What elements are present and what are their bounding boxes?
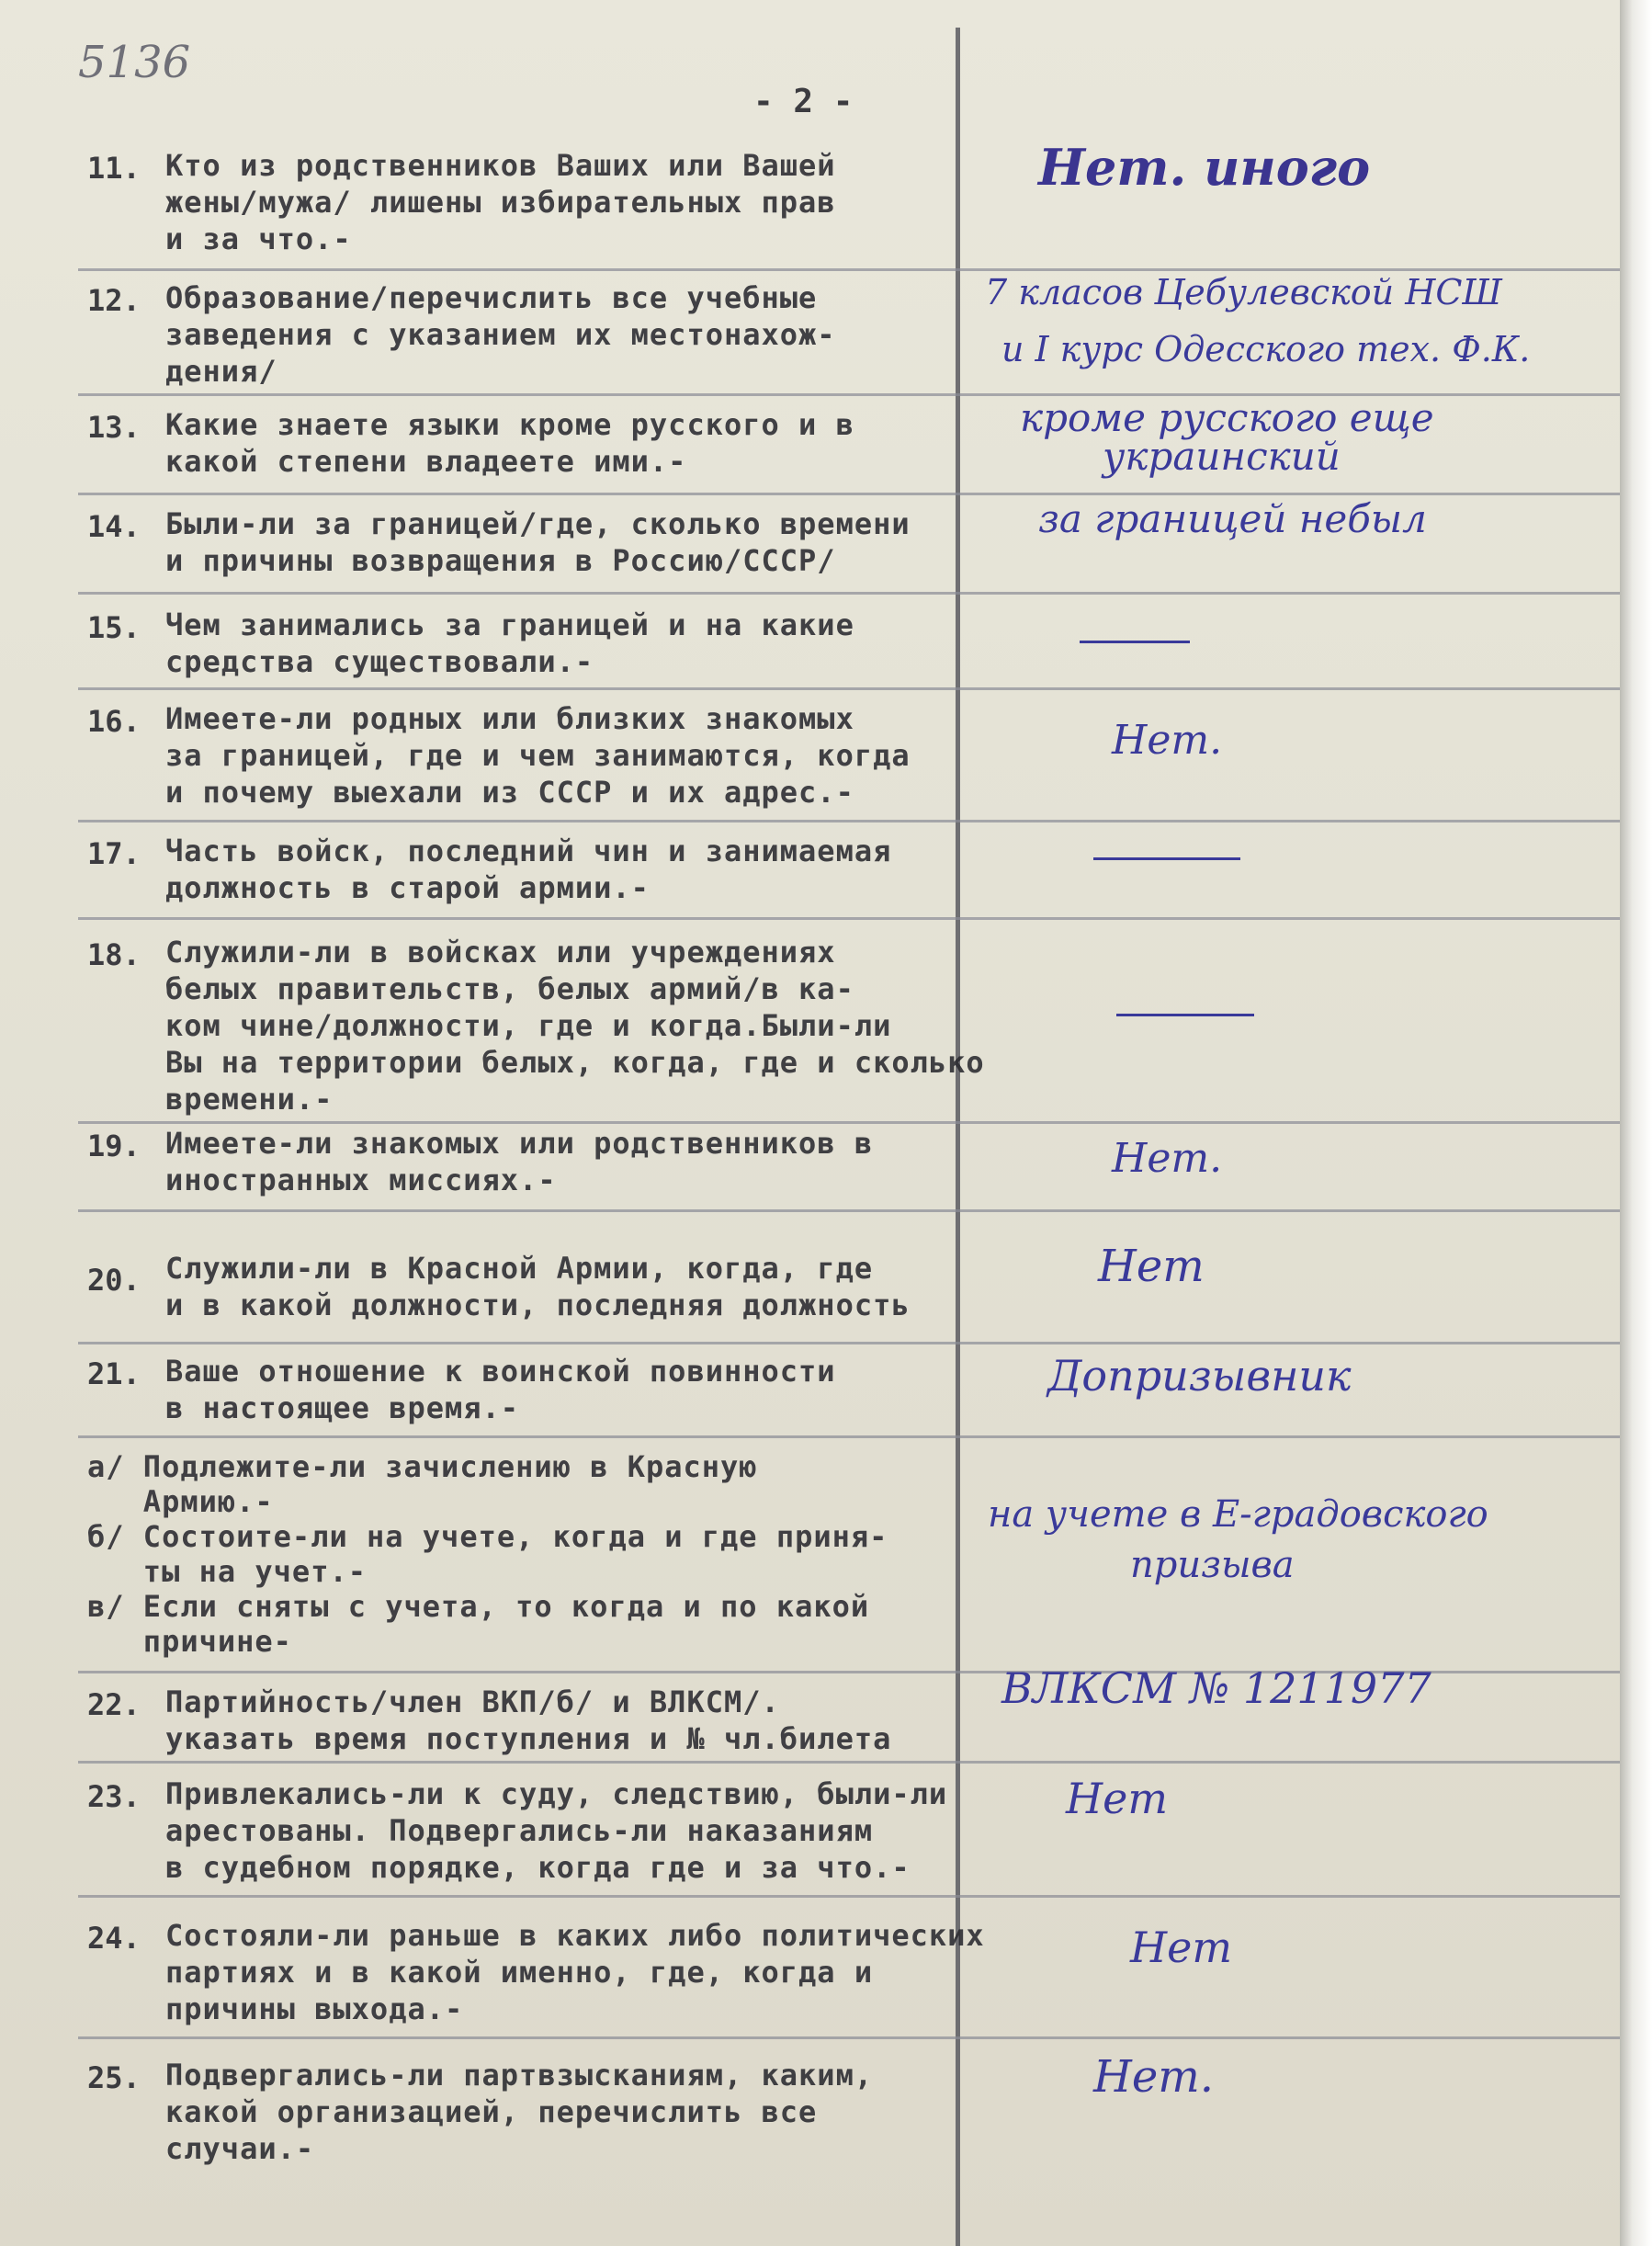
question-number: 12.: [87, 283, 141, 318]
row-separator: [78, 1435, 1622, 1438]
handwritten-answer: Нет: [1130, 1923, 1232, 1972]
handwritten-answer: ВЛКСМ № 1211977: [1001, 1663, 1431, 1713]
question-number: 19.: [87, 1129, 141, 1163]
question-number: 20.: [87, 1263, 141, 1298]
question-line: Подвергались-ли партвзысканиям, каким,: [165, 2058, 874, 2093]
question-number: 16.: [87, 704, 141, 739]
question-line: должность в старой армии.-: [165, 870, 650, 905]
question-line: Состояли-ли раньше в каких либо политических: [165, 1918, 985, 1953]
question-number: 18.: [87, 937, 141, 972]
question-line: причины выхода.-: [165, 1991, 464, 2026]
question-line: дения/: [165, 354, 277, 389]
question-line: жены/мужа/ лишены избирательных прав: [165, 185, 836, 220]
empty-answer-dash: [1080, 641, 1190, 643]
empty-answer-dash: [1116, 1014, 1254, 1016]
row-separator: [78, 592, 1622, 595]
column-divider: [956, 28, 960, 2246]
question-line: ком чине/должности, где и когда.Были-ли: [165, 1008, 892, 1043]
handwritten-answer: Нет.: [1112, 717, 1223, 764]
question-line: Армию.-: [87, 1484, 274, 1519]
question-line: и причины возвращения в Россию/СССР/: [165, 543, 836, 578]
empty-answer-dash: [1093, 857, 1240, 860]
question-line: Имеете-ли родных или близких знакомых: [165, 701, 854, 736]
question-number: 13.: [87, 410, 141, 445]
handwritten-answer: украинский: [1103, 434, 1341, 479]
question-line: в/ Если сняты с учета, то когда и по какой: [87, 1589, 870, 1624]
row-separator: [78, 1209, 1622, 1212]
question-number: 17.: [87, 836, 141, 871]
question-line: и почему выехали из СССР и их адрес.-: [165, 775, 854, 810]
question-line: Какие знаете языки кроме русского и в: [165, 407, 854, 442]
question-line: Кто из родственников Ваших или Вашей: [165, 148, 836, 183]
row-separator: [78, 687, 1622, 690]
question-line: Часть войск, последний чин и занимаемая: [165, 834, 892, 868]
handwritten-answer: Нет: [1066, 1774, 1168, 1823]
question-line: Служили-ли в войсках или учреждениях: [165, 935, 836, 970]
archive-number: 5136: [78, 37, 191, 88]
question-number: 23.: [87, 1779, 141, 1814]
handwritten-answer: Нет. иного: [1038, 138, 1371, 197]
handwritten-answer: Нет: [1098, 1241, 1205, 1292]
question-line: какой степени владеете ими.-: [165, 444, 687, 479]
question-line: Чем занимались за границей и на какие: [165, 607, 854, 642]
handwritten-answer: Нет.: [1112, 1135, 1223, 1182]
question-number: 22.: [87, 1687, 141, 1722]
question-line: арестованы. Подвергались-ли наказаниям: [165, 1813, 874, 1848]
question-number: 21.: [87, 1356, 141, 1391]
handwritten-answer: Нет.: [1093, 2051, 1215, 2103]
row-separator: [78, 493, 1622, 495]
question-line: Вы на территории белых, когда, где и сколько: [165, 1045, 985, 1080]
row-separator: [78, 1895, 1622, 1898]
row-separator: [78, 1121, 1622, 1124]
handwritten-answer: 7 класов Цебулевской НСШ: [985, 272, 1502, 312]
question-line: в судебном порядке, когда где и за что.-: [165, 1850, 911, 1885]
question-line: иностранных миссиях.-: [165, 1163, 557, 1197]
question-line: Имеете-ли знакомых или родственников в: [165, 1126, 874, 1161]
handwritten-answer: призыва: [1130, 1544, 1295, 1586]
handwritten-answer: и I курс Одесского тех. Ф.К.: [1001, 329, 1531, 369]
question-number: 24.: [87, 1921, 141, 1956]
question-line: и в какой должности, последняя должность: [165, 1287, 911, 1322]
question-line: Были-ли за границей/где, сколько времени: [165, 506, 911, 541]
question-line: партиях и в какой именно, где, когда и: [165, 1955, 874, 1990]
question-line: указать время поступления и № чл.билета: [165, 1721, 892, 1756]
question-line: белых правительств, белых армий/в ка-: [165, 971, 854, 1006]
row-separator: [78, 820, 1622, 822]
question-line: ты на учет.-: [87, 1554, 367, 1589]
question-line: в настоящее время.-: [165, 1390, 520, 1425]
question-line: какой организацией, перечислить все: [165, 2094, 818, 2129]
question-line: средства существовали.-: [165, 644, 594, 679]
row-separator: [78, 917, 1622, 920]
question-line: случаи.-: [165, 2131, 315, 2166]
page-number: - 2 -: [753, 83, 854, 120]
question-line: времени.-: [165, 1082, 334, 1117]
question-number: 14.: [87, 509, 141, 544]
handwritten-answer: кроме русского еще: [1020, 395, 1434, 440]
handwritten-answer: за границей небыл: [1038, 496, 1427, 541]
question-number: 11.: [87, 151, 141, 186]
question-line: и за что.-: [165, 221, 352, 256]
row-separator: [78, 1761, 1622, 1764]
question-line: Привлекались-ли к суду, следствию, были-ли: [165, 1776, 948, 1811]
question-number: 15.: [87, 610, 141, 645]
handwritten-answer: Допризывник: [1047, 1351, 1352, 1401]
question-number: 25.: [87, 2060, 141, 2095]
question-line: заведения с указанием их местонахож-: [165, 317, 836, 352]
question-line: Служили-ли в Красной Армии, когда, где: [165, 1251, 874, 1286]
question-line: Ваше отношение к воинской повинности: [165, 1354, 836, 1389]
row-separator: [78, 2036, 1622, 2039]
question-line: Партийность/член ВКП/б/ и ВЛКСМ/.: [165, 1684, 780, 1719]
row-separator: [78, 1342, 1622, 1344]
question-line: Образование/перечислить все учебные: [165, 280, 818, 315]
question-line: а/ Подлежите-ли зачислению в Красную: [87, 1449, 758, 1484]
question-line: за границей, где и чем занимаются, когда: [165, 738, 911, 773]
question-line: причине-: [87, 1624, 292, 1659]
handwritten-answer: на учете в Е-градовского: [988, 1493, 1488, 1536]
row-separator: [78, 268, 1622, 271]
question-line: б/ Состоите-ли на учете, когда и где приня-: [87, 1519, 888, 1554]
